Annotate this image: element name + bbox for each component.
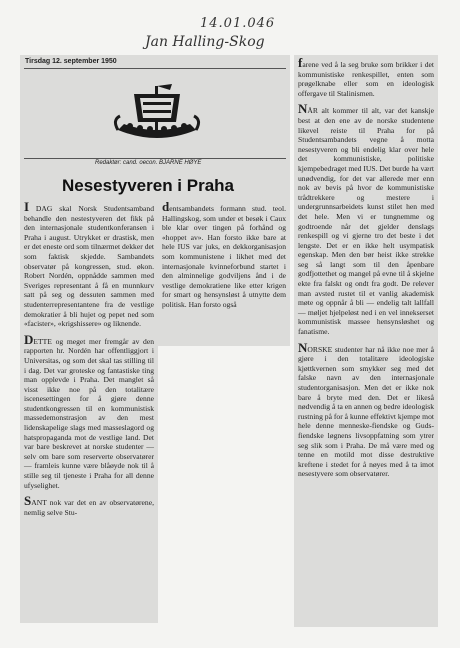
stamp-number: 14.01.046 (200, 16, 276, 31)
paragraph: NORSKE studenter har nå ikke noe mer å gjøre i den totalitære ideologiske kjøttkvernen som smykker seg med det falske navn av den internasjonale studentorganisasjon. Men det er ikke nok bare å bryte med den. Det er likeså nødvendig å ta en annen og bedre ideologisk rustning på for å kunne effektivt kjempe mot hele denne menneske-fiendske og Guds-fiendske løgnens livsoppfatning som ytrer seg slik som i Praha. De må være med og tenne en motild mot disse destruktive kreftene i stedet for å nøyes med å ta imot nesestyvere som observatører. (298, 339, 434, 479)
masthead-rule (24, 68, 286, 69)
viking-ship-logo (108, 80, 206, 150)
article-column-1 (24, 199, 154, 523)
paragraph: I DAG skal Norsk Studentsamband behandle den nestestyveren det fikk på den internasjonale studentkonferansen i Praha i august. Utrykket er drastisk, men er det eneste ord som tilnærmet dekker det som faktisk skjedde. Sambandets observatør på kongressen, stud. økon. Robert Nordén, oppnådde sammen med Sveriges representant å få en munnkurv satt på seg og dessuten sammen med studenterrepresentantene fra de vestlige demokratier å bli hujet og pepet ned som «facister», «krigshissere» og liknende. (24, 199, 154, 329)
article-column-3 (298, 55, 435, 485)
article-column-2 (162, 199, 286, 316)
issue-date: Tirsdag 12. september 1950 (25, 58, 117, 65)
editor-rule (24, 158, 286, 159)
paragraph: DETTE og meget mer fremgår av den rapporten hr. Nordén har offentliggjort i Universitas, og som det skal tas stilling til i dag. Det var groteske og fantastiske ting man opplevde i Praha. Det manglet så visst ikke noe på den totalitære iscenesettingen for å gjøre denne studentkongressen til en kommunistisk massedemonstrasjon av den mest lidenskapelige slags med masseslagord og hatspropaganda mot de vestlige land. Det var bare beskrevet at norske studenter — selv om bare som reserverte observatører — framleis kunne være blåøyde nok til å stille seg til tjeneste i Praha for all denne ufyselighet. (24, 331, 154, 490)
paragraph: NÅR alt kommer til alt, var det kanskje best at den ene av de norske studentene likevel reiste til Praha for på Studentsambandets vegne å motta nesestyveren og bli endelig klar over hele det kommunistiske, politiske kjempebedraget med IUS. Det burde ha vært unødvendig, for det var allerede mer enn nok av bevis på hvor de kommunistiske trådtrekkere og mestere i undergrunnsarbeidets kunst stilet hen med det hele. Men vi er tungnemme og godtroende når det gjelder denslags renkespill og vi gjerne tro det beste i det lengste. Det er en ikke helt usympatisk egenskap. Men den bør heist ikke strekke seg så langt som til den åpenbare godfjottethet og mangel på evne til å skjelne ekte fra falskt og ondt fra godt. De relever man avsted rustet til et vanlig akademisk møte og oppnår å bli — endelig talt lallfall — møljet hjelpeløst ned i en vel innekserset kommunistisk massee hensynsløshet og fanatisme. (298, 101, 435, 337)
paragraph: farene ved å la seg bruke som brikker i det kommunistiske renkespillet, enten som prøgelknabe eller som en ideologisk offergave til Stalinismen. (298, 55, 434, 98)
paragraph: SANT nok var det en av observatørene, nemlig selve Stu- (24, 493, 154, 517)
paragraph: dentsambandets formann stud. teol. Hallingskog, som under et besøk i Caux ble klar over tingen på forhånd og «hoppet av». Han forsto ikke bare at hele IUS var juks, en dekkorganisasjon som kommunistene i likhet med det internasjonale kvinneforbund startet i den alminnelige godviljens ånd i de vestlige demokratiene like etter krigen for smart og hensynsløst å utnytte dem politisk. Han forsto også (162, 199, 286, 309)
article-title: Nesestyveren i Praha (62, 176, 234, 195)
editor-line: Redaktør: cand. oecon. BJARNE HØYE (95, 160, 202, 166)
handwritten-source: Jan Halling-Skog (145, 34, 265, 50)
